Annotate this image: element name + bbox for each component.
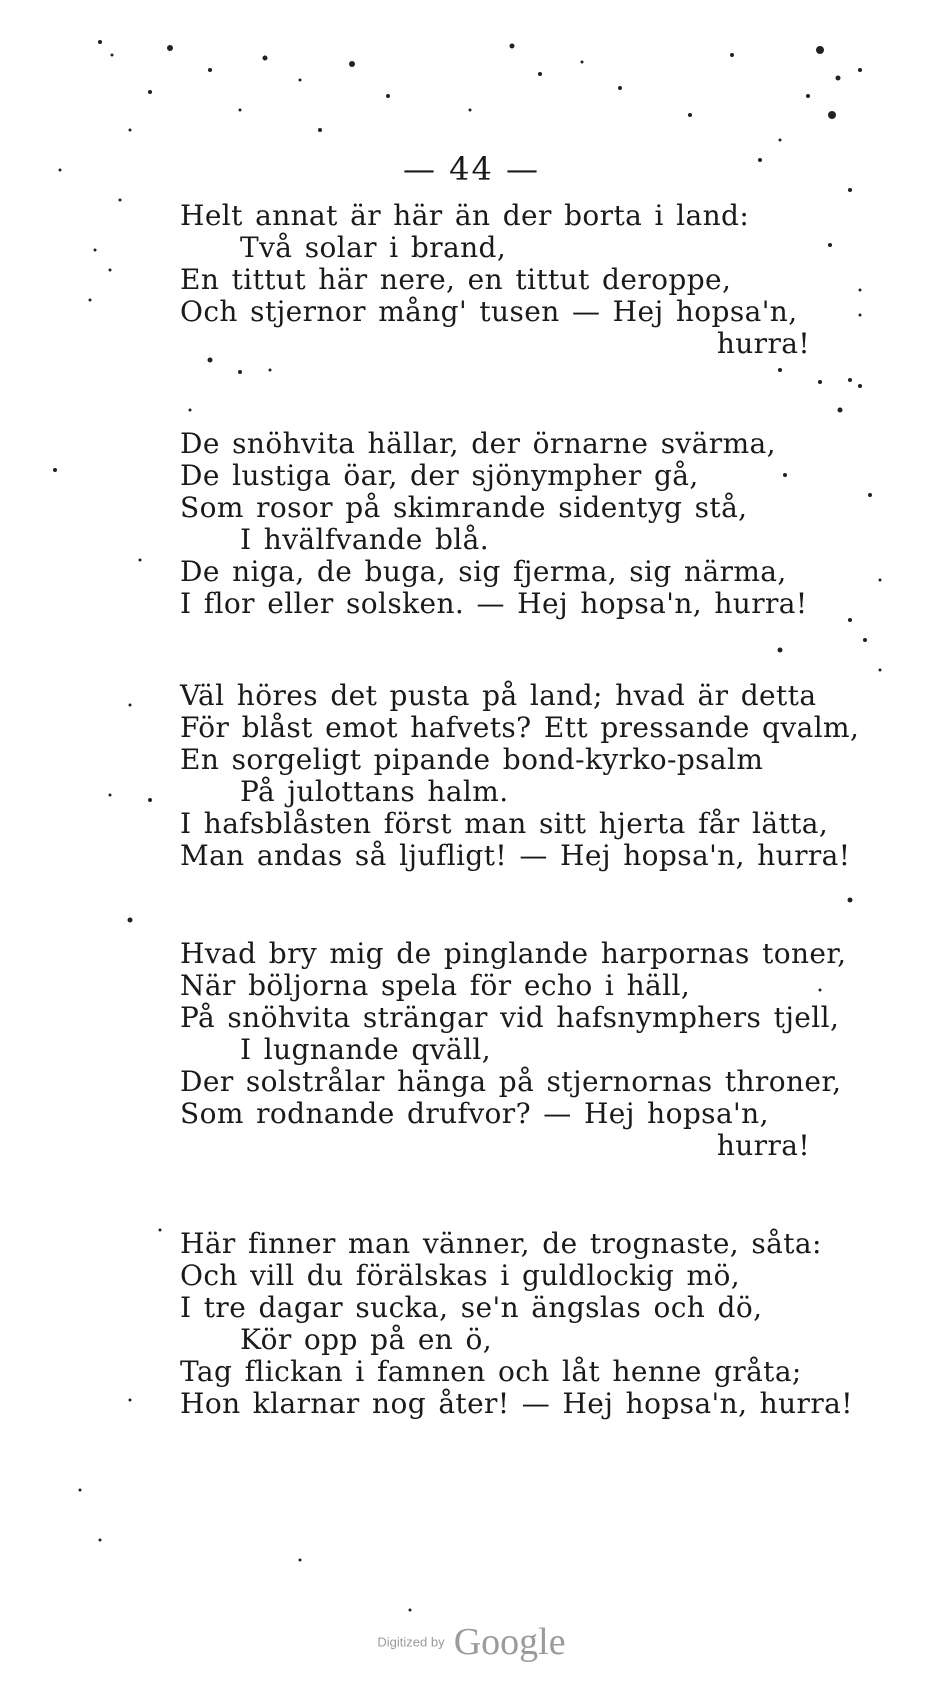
stanza-1 (180, 200, 820, 360)
google-logo: Google (453, 1621, 566, 1663)
verse-line: I hvälfvande blå. (240, 523, 490, 556)
verse-line: Hon klarnar nog åter! — Hej hopsa'n, hurra! (180, 1387, 853, 1420)
verse-line: Hvad bry mig de pinglande harpornas toner, (180, 937, 847, 970)
verse-line: När böljorna spela för echo i häll, (180, 969, 691, 1002)
verse-line: En sorgeligt pipande bond-kyrko-psalm (180, 743, 764, 776)
verse-line: Helt annat är här än der borta i land: (180, 199, 750, 232)
verse-line: Man andas så ljufligt! — Hej hopsa'n, hurra! (180, 839, 851, 872)
verse-line: Som rodnande drufvor? — Hej hopsa'n, (180, 1097, 769, 1130)
verse-line: De snöhvita hällar, der örnarne svärma, (180, 427, 776, 460)
verse-line: I lugnande qväll, (240, 1033, 492, 1066)
verse-line: De niga, de buga, sig fjerma, sig närma, (180, 555, 787, 588)
stanza-4 (180, 937, 847, 1162)
stanza-2 (180, 428, 820, 620)
verse-line: Väl höres det pusta på land; hvad är detta (180, 679, 817, 712)
verse-line: För blåst emot hafvets? Ett pressande qvalm, (180, 711, 860, 744)
verse-line: Som rosor på skimrande sidentyg stå, (180, 491, 748, 524)
verse-line: Kör opp på en ö, (240, 1323, 493, 1356)
verse-line: hurra! (716, 327, 810, 360)
verse-line: I hafsblåsten först man sitt hjerta får lätta, (180, 807, 829, 840)
verse-line: De lustiga öar, der sjönympher gå, (180, 459, 699, 492)
verse-line: I tre dagar sucka, se'n ängslas och dö, (180, 1291, 763, 1324)
verse-line: Och vill du förälskas i guldlockig mö, (180, 1259, 741, 1292)
stanza-3 (180, 679, 860, 872)
verse-line: Der solstrålar hänga på stjernornas throner, (180, 1065, 842, 1098)
verse-line: På snöhvita strängar vid hafsnymphers tjell, (180, 1001, 840, 1034)
page-number: — 44 — (402, 150, 541, 188)
verse-line: En tittut här nere, en tittut deroppe, (180, 263, 732, 296)
verse-line: I flor eller solsken. — Hej hopsa'n, hurra! (180, 587, 808, 620)
verse-line: hurra! (716, 1129, 810, 1162)
verse-line: Två solar i brand, (240, 231, 507, 264)
verse-line: På julottans halm. (240, 775, 509, 808)
digitized-by-label: Digitized by (377, 1634, 445, 1650)
digitized-by-watermark (0, 1620, 943, 1664)
verse-line: Tag flickan i famnen och låt henne gråta; (180, 1355, 802, 1388)
verse-line: Här finner man vänner, de trognaste, såta: (180, 1227, 822, 1260)
verse-line: Och stjernor mång' tusen — Hej hopsa'n, (180, 295, 798, 328)
stanza-5 (180, 1227, 853, 1420)
